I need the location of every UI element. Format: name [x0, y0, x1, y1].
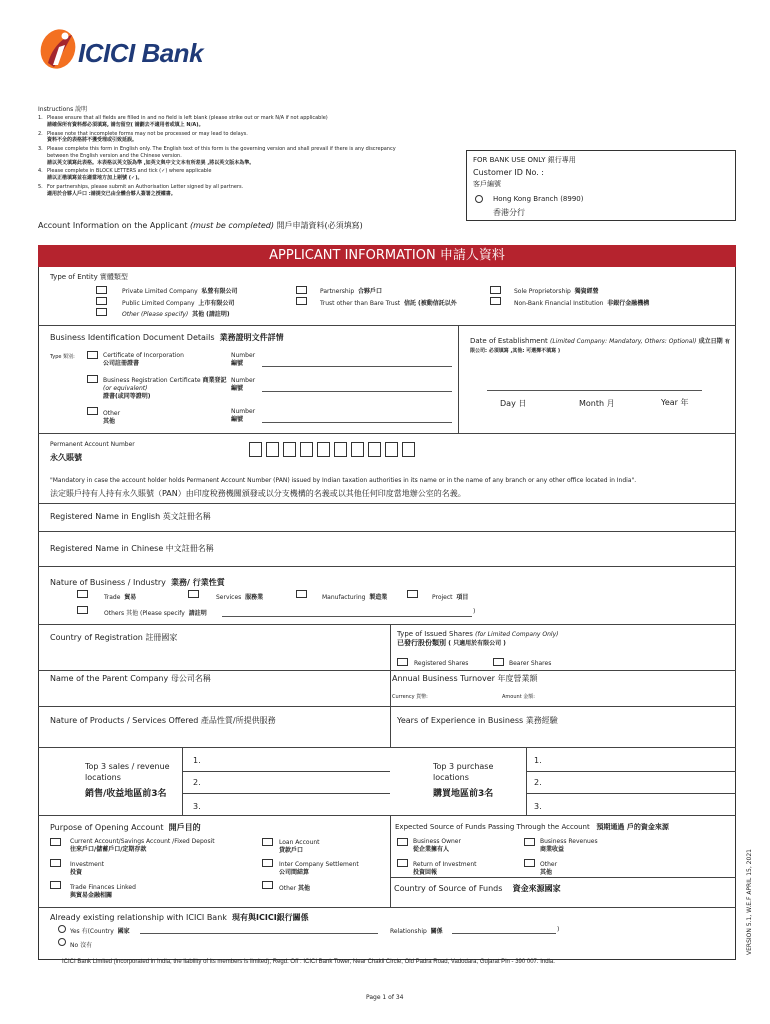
existing-close-paren: ) [557, 926, 560, 933]
divider [390, 624, 391, 747]
divider [38, 531, 736, 532]
entity-nbfi-label: Non-Bank Financial Institution 非銀行金融機構 [514, 300, 650, 307]
bid-checkbox-other[interactable] [87, 407, 98, 415]
nature-others-input[interactable] [222, 616, 472, 617]
bid-number-input-3[interactable] [262, 422, 452, 423]
purchase-label: Top 3 purchase locations 購買地區前3名 [433, 762, 494, 799]
page-number: Page 1 of 34 [366, 994, 404, 1001]
purchase-num-1: 1. [534, 756, 542, 765]
entity-checkbox-public[interactable] [96, 297, 107, 305]
customer-id-input[interactable] [557, 167, 717, 178]
purchase-num-2: 2. [534, 778, 542, 787]
bid-number-label: Number 編號 [231, 408, 256, 424]
purpose-trade-label: Trade Finances Linked 與貿易金融相關 [70, 884, 136, 900]
purpose-checkbox-trade[interactable] [50, 881, 61, 889]
bid-number-input-1[interactable] [262, 366, 452, 367]
bid-number-label: Number 編號 [231, 352, 256, 368]
purpose-checkbox-investment[interactable] [50, 859, 61, 867]
entity-checkbox-nbfi[interactable] [490, 297, 501, 305]
nature-trade-label: Trade 貿易 [104, 594, 137, 601]
funds-checkbox-other[interactable] [524, 859, 535, 867]
branch-label: Hong Kong Branch (8990) [493, 195, 584, 203]
pan-box[interactable] [334, 442, 347, 457]
products-label: Nature of Products / Services Offered 產品性質/所提供服務 [50, 716, 276, 725]
existing-yes-label: Yes 有(Country 國家 [70, 928, 130, 935]
reg-chinese-input[interactable] [250, 538, 730, 560]
shares-registered-label: Registered Shares [414, 660, 469, 667]
divider [38, 433, 736, 434]
funds-title: Expected Source of Funds Passing Through the Account 預期通過 戶的資金來源 [395, 823, 669, 831]
customer-id-label: Customer ID No. : [473, 168, 544, 177]
divider [526, 793, 736, 794]
purpose-current-label: Current Account/Savings Account /Fixed Deposit 往來戶口/儲蓄戶口/定期存款 [70, 838, 215, 854]
divider [38, 815, 736, 816]
entity-checkbox-other[interactable] [96, 308, 107, 316]
existing-country-input[interactable] [140, 933, 378, 934]
purpose-other-label: Other 其他 [279, 885, 310, 892]
sales-num-1: 1. [193, 756, 201, 765]
divider [38, 747, 736, 748]
shares-checkbox-bearer[interactable] [493, 658, 504, 666]
turnover-amount: Amount 金額: [502, 694, 535, 700]
purpose-checkbox-current[interactable] [50, 838, 61, 846]
entity-checkbox-sole[interactable] [490, 286, 501, 294]
instructions-title: Instructions 說明 [38, 106, 88, 113]
pan-box[interactable] [283, 442, 296, 457]
entity-checkbox-partnership[interactable] [296, 286, 307, 294]
sales-num-3: 3. [193, 802, 201, 811]
experience-label: Years of Experience in Business 業務經驗 [397, 716, 558, 725]
parent-company-label: Name of the Parent Company 母公司名稱 [50, 674, 211, 683]
instruction-item: 4. Please complete in BLOCK LETTERS and tick (✓) where applicable 請以正楷填寫並在適當地方加上剔號 (✓)。 [38, 168, 212, 181]
entity-title: Type of Entity 實體類型 [50, 273, 128, 281]
existing-title: Already existing relationship with ICICI Bank 現有與ICICI銀行關係 [50, 913, 309, 922]
funds-checkbox-revenue[interactable] [524, 838, 535, 846]
funds-checkbox-return[interactable] [397, 859, 408, 867]
reg-chinese-label: Registered Name in Chinese 中文註冊名稱 [50, 544, 214, 553]
nature-checkbox-manufacturing[interactable] [296, 590, 307, 598]
version-text: VERSION 5.1, W.E.F APRIL 15, 2021 [746, 849, 753, 955]
purpose-loan-label: Loan Account 貸款戶口 [279, 839, 320, 855]
sales-label: Top 3 sales / revenue locations 銷售/收益地區前3名 [85, 762, 170, 799]
pan-box[interactable] [249, 442, 262, 457]
branch-zh: 香港分行 [493, 208, 525, 217]
entity-sole-label: Sole Proprietorship 獨資經營 [514, 288, 599, 295]
pan-box[interactable] [402, 442, 415, 457]
bid-checkbox-brc[interactable] [87, 375, 98, 383]
bid-coi-label: Certificate of Incorporation 公司註冊證書 [103, 352, 184, 368]
date-month-label: Month 月 [579, 399, 615, 408]
banner-title: APPLICANT INFORMATION 申請人資料 [269, 248, 505, 263]
funds-return-label: Return of Investment 投資回報 [413, 861, 477, 877]
pan-box[interactable] [317, 442, 330, 457]
shares-bearer-label: Bearer Shares [509, 660, 552, 667]
instructions-list [38, 115, 403, 197]
divider [526, 771, 736, 772]
divider [38, 325, 736, 326]
entity-trust-label: Trust other than Bare Trust 信託 (被動信託以外 [320, 300, 457, 307]
customer-id-zh: 客戶編號 [473, 180, 501, 188]
reg-english-input[interactable] [250, 508, 730, 528]
purpose-checkbox-other[interactable] [262, 881, 273, 889]
bid-checkbox-coi[interactable] [87, 351, 98, 359]
instruction-item: 1. Please ensure that all fields are filled in and no field is left blank (please strike out or mark N/A if not applicable) 請確保所有資料都必須填寫, 請勿留空( 請劃去不適用者或填上 N/A)。 [38, 115, 328, 128]
funds-other-label: Other 其他 [540, 861, 558, 877]
branch-radio[interactable] [475, 195, 483, 203]
country-registration-label: Country of Registration 註冊國家 [50, 633, 178, 642]
divider [182, 793, 390, 794]
turnover-title: Annual Business Turnover 年度營業額 [392, 674, 538, 683]
nature-project-label: Project 項目 [432, 594, 469, 601]
divider [182, 747, 183, 815]
divider [38, 907, 736, 908]
bid-other-label: Other 其他 [103, 410, 121, 426]
sales-num-2: 2. [193, 778, 201, 787]
divider [526, 747, 527, 815]
instruction-item: 2. Please note that incomplete forms may not be processed or may lead to delays. 資料不全的表格將不獲受理或引致延誤。 [38, 130, 248, 144]
nature-manufacturing-label: Manufacturing 製造業 [322, 594, 388, 601]
purpose-checkbox-loan[interactable] [262, 838, 273, 846]
divider [390, 877, 736, 878]
reg-english-label: Registered Name in English 英文註冊名稱 [50, 512, 211, 521]
bid-number-input-2[interactable] [262, 391, 452, 392]
shares-title: Type of Issued Shares (for Limited Company Only) 已發行股份類別 ( 只適用於有限公司 ) [397, 630, 559, 648]
instruction-item: 3. Please complete this form in English only. The English text of this form is the governing version and shall prevail if there is any discrepancy between the English version and the Chinese version. 請以英文填寫此表格。本表格以英文版為準 ,如英文與中文文本有所差異 ,將以英文版本為準。 [38, 146, 396, 166]
instruction-item: 5. For partnerships, please submit an Authorisation Letter signed by all partners. 適用於合夥人戶口 :請提交已由全體合夥人簽署之授權書。 [38, 183, 244, 197]
divider [458, 325, 459, 433]
nature-checkbox-services[interactable] [188, 590, 199, 598]
account-info-label: Account Information on the Applicant (must be completed) 開戶申請資料(必須填寫) [38, 221, 363, 230]
pan-box[interactable] [300, 442, 313, 457]
purpose-checkbox-settlement[interactable] [262, 859, 273, 867]
funds-owner-label: Business Owner 從企業擁有人 [413, 838, 461, 854]
bank-use-box [466, 150, 736, 221]
existing-relationship-input[interactable] [452, 933, 556, 934]
country-funds-label: Country of Source of Funds 資金來源國家 [394, 884, 561, 893]
funds-revenue-label: Business Revenues 商業收益 [540, 838, 598, 854]
entity-checkbox-trust[interactable] [296, 297, 307, 305]
entity-public-label: Public Limited Company 上市有限公司 [122, 300, 235, 307]
date-day-label: Day 日 [500, 399, 527, 408]
nature-checkbox-project[interactable] [407, 590, 418, 598]
nature-close-paren: ) [473, 608, 476, 615]
bank-use-title: FOR BANK USE ONLY 銀行專用 [473, 156, 576, 164]
bid-title: Business Identification Document Details 業務證明文件詳情 [50, 333, 284, 342]
nature-title: Nature of Business / Industry 業務/ 行業性質 [50, 578, 225, 587]
divider [38, 624, 736, 625]
divider [38, 670, 736, 671]
date-year-label: Year 年 [661, 398, 689, 407]
existing-no-radio[interactable] [58, 938, 66, 946]
footer-text: ICICI Bank Limited (incorporated in India, the liability of its members is limited), Regd. Off : ICICI Bank Tower, Near Chakli Circle, Old Padra Road, Vadodara, Gujarat Pin - 390 007. India. [62, 959, 555, 965]
purpose-settlement-label: Inter Company Settlement 公司間結算 [279, 861, 359, 877]
divider [182, 771, 390, 772]
divider [390, 815, 391, 907]
entity-partnership-label: Partnership 合夥戶口 [320, 288, 383, 295]
divider [38, 706, 736, 707]
pan-zh: 永久賬號 [50, 453, 82, 462]
divider [38, 503, 736, 504]
purpose-investment-label: Investment 投資 [70, 861, 104, 877]
existing-no-label: No 沒有 [70, 942, 93, 949]
bank-name: ICICI Bank [78, 38, 204, 68]
purchase-num-3: 3. [534, 802, 542, 811]
nature-services-label: Services 服務業 [216, 594, 264, 601]
purpose-title: Purpose of Opening Account 開戶目的 [50, 823, 201, 832]
shares-checkbox-registered[interactable] [397, 658, 408, 666]
nature-checkbox-trade[interactable] [77, 590, 88, 598]
existing-yes-radio[interactable] [58, 925, 66, 933]
bid-type-label: Type 類別: [50, 354, 75, 360]
pan-box[interactable] [266, 442, 279, 457]
entity-other-label: Other (Please specify) 其他 (請註明) [122, 311, 230, 318]
pan-box[interactable] [385, 442, 398, 457]
funds-checkbox-owner[interactable] [397, 838, 408, 846]
nature-checkbox-others[interactable] [77, 606, 88, 614]
date-input-line[interactable] [487, 390, 702, 391]
turnover-currency: Currency 貨幣: [392, 694, 428, 700]
entity-private-label: Private Limited Company 私營有限公司 [122, 288, 238, 295]
establishment-title: Date of Establishment (Limited Company: Mandatory, Others: Optional) 成立日期 有限公司: 必須填寫 ,其他: 可選擇不填寫 ) [470, 337, 730, 355]
nature-others-label: Others 其他 (Please specify 請註明 [104, 610, 207, 617]
existing-relationship-label: Relationship 關係 [390, 928, 443, 935]
pan-note: "Mandatory in case the account holder holds Permanent Account Number (PAN) issued by Indian taxation authorities in its name or in the name of any branch or any other office located in India". [50, 477, 637, 484]
bid-brc-label: Business Registration Certificate 商業登記 (or equivalent) 證書(或同等證明) [103, 377, 227, 401]
pan-note-zh: 法定賬戶持有人持有永久賬號（PAN）由印度稅務機關頒發或以分支機構的名義或以其他任何印度當地辦公室的名義。 [50, 489, 466, 498]
pan-box[interactable] [368, 442, 381, 457]
applicant-info-banner [38, 245, 736, 267]
pan-box[interactable] [351, 442, 364, 457]
divider [38, 566, 736, 567]
bid-number-label: Number 編號 [231, 377, 256, 393]
entity-checkbox-private[interactable] [96, 286, 107, 294]
pan-label: Permanent Account Number [50, 441, 135, 448]
